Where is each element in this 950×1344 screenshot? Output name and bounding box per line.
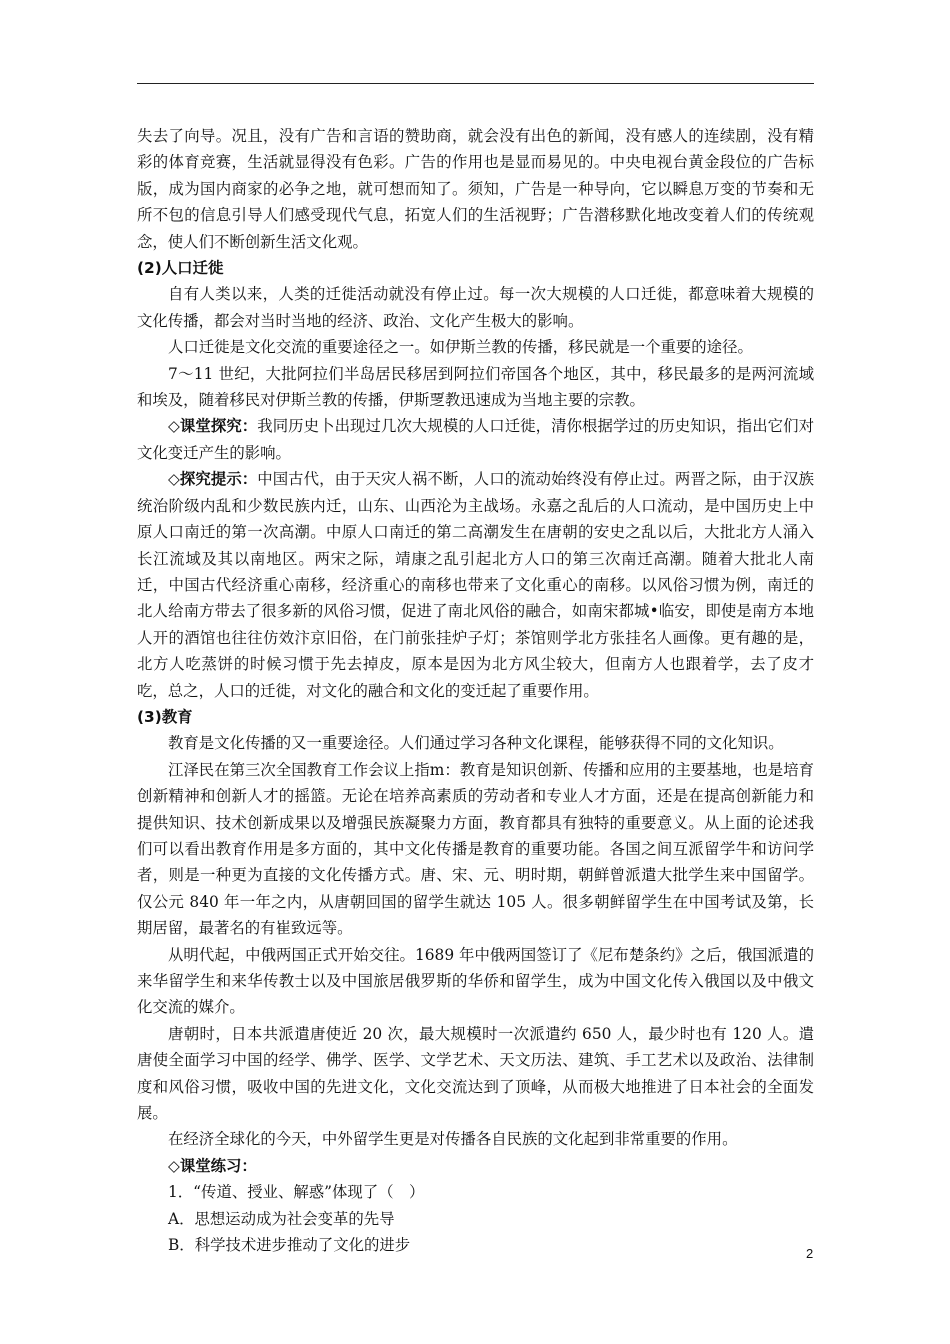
page-number: 2 xyxy=(806,1246,814,1261)
paragraph-advertising: 失去了向导。况且，没有广告和言语的赞助商，就会没有出色的新闻，没有感人的连续剧，没有精彩的体育竞赛，生活就显得没有色彩。广告的作用也是显而易见的。中央电视台黄金段位的广告标版，成为国内商家的必争之地，就可想而知了。须知，广告是一种导向，它以瞬息万变的节奏和无所不包的信息引导人们感受现代气息，拓宽人们的生活视野；广告潜移默化地改变着人们的传统观念，使人们不断创新生活文化观。 xyxy=(137,127,814,251)
paragraph-migration-arab: 7～11 世纪，大批阿拉们半岛居民移居到阿拉们帝国各个地区，其中，移民最多的是两河流域和埃及，随着移民对伊斯兰教的传播，伊斯覂教迅速成为当地主要的宗教。 xyxy=(137,364,814,410)
section-heading-education: (3)教育 xyxy=(137,707,193,726)
class-inquiry xyxy=(137,413,814,466)
question-1-option-a: A．思想运动成为社会变革的先导 xyxy=(168,1209,395,1228)
paragraph-education-japan: 唐朝时，日本共派遣唐使近 20 次，最大规模时一次派遣约 650 人，最少时也有 120 人。遣唐使全面学习中国的经学、佛学、医学、文学艺术、天文历法、建筑、手工艺术以及政治、法律制度和风俗习惯，吸收中国的先进文化，文化交流达到了顶峰，从而极大地推进了日本社会的全面发展。 xyxy=(137,1024,814,1123)
paragraph-migration-intro: 自有人类以来，人类的迁徙活动就没有停止过。每一次大规模的人口迁徙，都意味着大规模的文化传播，都会对当时当地的经济、政治、文化产生极大的影响。 xyxy=(137,285,814,330)
paragraph-migration-islam: 人口迁徙是文化交流的重要途径之一。如伊斯兰教的传播，移民就是一个重要的途径。 xyxy=(168,338,753,357)
class-inquiry-label: ◇课堂探究： xyxy=(168,417,258,436)
question-1-option-b: B．科学技术进步推动了文化的进步 xyxy=(168,1236,411,1255)
paragraph-globalization: 在经济全球化的今天，中外留学生更是对传播各自民族的文化起到非常重要的作用。 xyxy=(168,1130,738,1149)
inquiry-hint-text: 中国古代，由于天灾人祸不断，人口的流动始终没有停止过。两晋之际，由于汉族统治阶级内乱和少数民族内迁，山东、山西沦为主战场。永嘉之乱后的人口流动，是中国历史上中原人口南迁的第一次高潮。中原人口南迁的第二高潮发生在唐朝的安史之乱以后，大批北方人涌入长江流域及其以南地区。两宋之际，靖康之乱引起北方人口的第三次南迁高潮。随着大批北人南迁，中国古代经济重心南移，经济重心的南移也带来了文化重心的南移。以风俗习惯为例，南迁的北人给南方带去了很多新的风俗习惯，促进了南北风俗的融合，如南宋都城•临安，即使是南方本地人开的酒馆也往往仿效汴京旧俗，在门前张挂炉子灯；茶馆则学北方张挂名人画像。更有趣的是，北方人吃蒸饼的时候习惯于先去掉皮，原本是因为北方风尘较大，但南方人也跟着学，去了皮才吃，总之，人口的迁徙，对文化的融合和文化的变迁起了重要作用。 xyxy=(137,470,814,700)
class-inquiry-text: 我同历史卜出现过几次大规模的人口迁徙，清你根据学过的历史知识，指出它们对文化变迁产生的影响。 xyxy=(137,417,814,462)
inquiry-hint-label: ◇探究提示： xyxy=(168,470,258,489)
question-1: 1．“传道、授业、解惑”体现了（ ） xyxy=(168,1183,425,1202)
header-rule xyxy=(137,83,814,84)
page-body xyxy=(137,123,814,1258)
section-heading-migration: (2)人口迁徙 xyxy=(137,259,224,278)
inquiry-hint xyxy=(137,466,814,704)
paragraph-education-russia: 从明代起，中俄两国正式开始交往。1689 年中俄两国签订了《尼布楚条约》之后，俄国派遣的来华留学生和来华传教士以及中国旅居俄罗斯的华侨和留学生，成为中国文化传入俄国以及中俄文化交流的媒介。 xyxy=(137,945,814,1017)
paragraph-education-intro: 教育是文化传播的又一重要途径。人们通过学习各种文化课程，能够获得不同的文化知识。 xyxy=(168,734,784,753)
paragraph-education-korea: 江泽民在第三次全国教育工作会议上指m：教育是知识创新、传播和应用的主要基地，也是培育创新精神和创新人才的摇篮。无论在培养高素质的劳动者和专业人才方面，还是在提高创新能力和提供知识、技术创新成果以及增强民族凝聚力方面，教育都具有独特的重要意义。从上面的论述我们可以看出教育作用是多方面的，其中文化传播是教育的重要功能。各国之间互派留学牛和访问学者，则是一种更为直接的文化传播方式。唐、宋、元、明时期，朝鲜曾派遣大批学生来中国留学。仅公元 840 年一年之内，从唐朝回国的留学生就达 105 人。很多朝鲜留学生在中国考试及第，长期居留，最著名的有崔致远等。 xyxy=(137,760,814,938)
class-practice-label: ◇课堂练习： xyxy=(168,1156,257,1175)
